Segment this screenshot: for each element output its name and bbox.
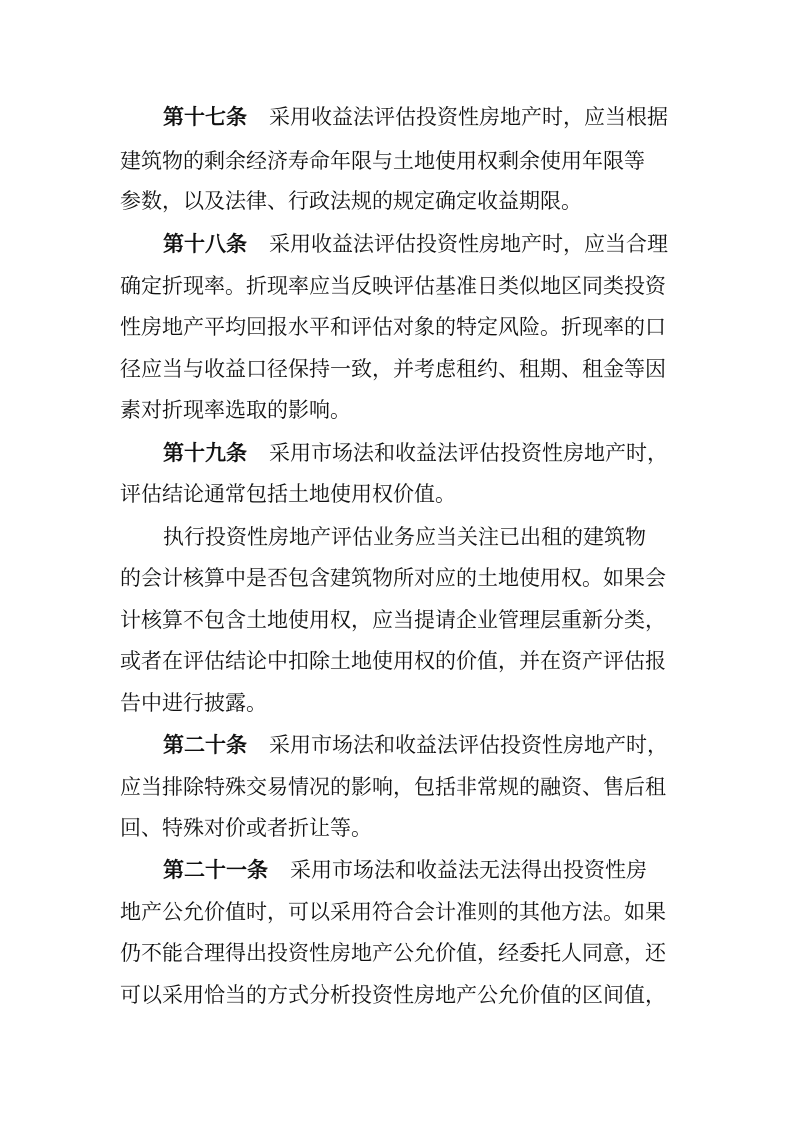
article-18-line-4: 径应当与收益口径保持一致，并考虑租约、租期、租金等因 [120, 357, 666, 381]
article-17-line-3: 参数，以及法律、行政法规的规定确定收益期限。 [120, 189, 582, 213]
article-18-line-5: 素对折现率选取的影响。 [120, 398, 351, 422]
article-21-line-3: 仍不能合理得出投资性房地产公允价值，经委托人同意，还 [120, 941, 666, 965]
article-19-heading: 第十九条 [163, 441, 247, 465]
article-18-heading: 第十八条 [163, 232, 247, 256]
article-20-heading: 第二十条 [163, 733, 247, 757]
article-20-line-2: 应当排除特殊交易情况的影响，包括非常规的融资、售后租 [120, 775, 666, 799]
article-20-line-1 [163, 732, 668, 758]
article-18-line-2: 确定折现率。折现率应当反映评估基准日类似地区同类投资 [120, 274, 666, 298]
article-21-heading: 第二十一条 [163, 858, 268, 882]
article-18-text: 采用收益法评估投资性房地产时，应当合理 [269, 232, 668, 256]
article-17-line-2: 建筑物的剩余经济寿命年限与土地使用权剩余使用年限等 [120, 149, 645, 173]
paragraph-line-1: 执行投资性房地产评估业务应当关注已出租的建筑物 [163, 525, 646, 549]
article-19-line-1 [163, 440, 668, 466]
paragraph-line-2: 的会计核算中是否包含建筑物所对应的土地使用权。如果会 [120, 566, 666, 590]
article-17-heading: 第十七条 [163, 105, 247, 129]
article-20-text: 采用市场法和收益法评估投资性房地产时， [269, 733, 668, 757]
article-21-line-1 [163, 857, 647, 883]
article-20-line-3: 回、特殊对价或者折让等。 [120, 816, 372, 840]
article-19-line-2: 评估结论通常包括土地使用权价值。 [120, 482, 456, 506]
article-21-line-4: 可以采用恰当的方式分析投资性房地产公允价值的区间值， [120, 983, 666, 1007]
paragraph-line-3: 计核算不包含土地使用权，应当提请企业管理层重新分类， [120, 608, 666, 632]
paragraph-line-4: 或者在评估结论中扣除土地使用权的价值，并在资产评估报 [120, 649, 666, 673]
article-18-line-3: 性房地产平均回报水平和评估对象的特定风险。折现率的口 [120, 315, 666, 339]
article-21-text: 采用市场法和收益法无法得出投资性房 [290, 858, 647, 882]
article-17-line-1 [163, 104, 668, 130]
paragraph-line-5: 告中进行披露。 [120, 691, 267, 715]
article-17-text: 采用收益法评估投资性房地产时，应当根据 [269, 105, 668, 129]
article-19-text: 采用市场法和收益法评估投资性房地产时， [269, 441, 668, 465]
article-18-line-1 [163, 231, 668, 257]
article-21-line-2: 地产公允价值时，可以采用符合会计准则的其他方法。如果 [120, 900, 666, 924]
